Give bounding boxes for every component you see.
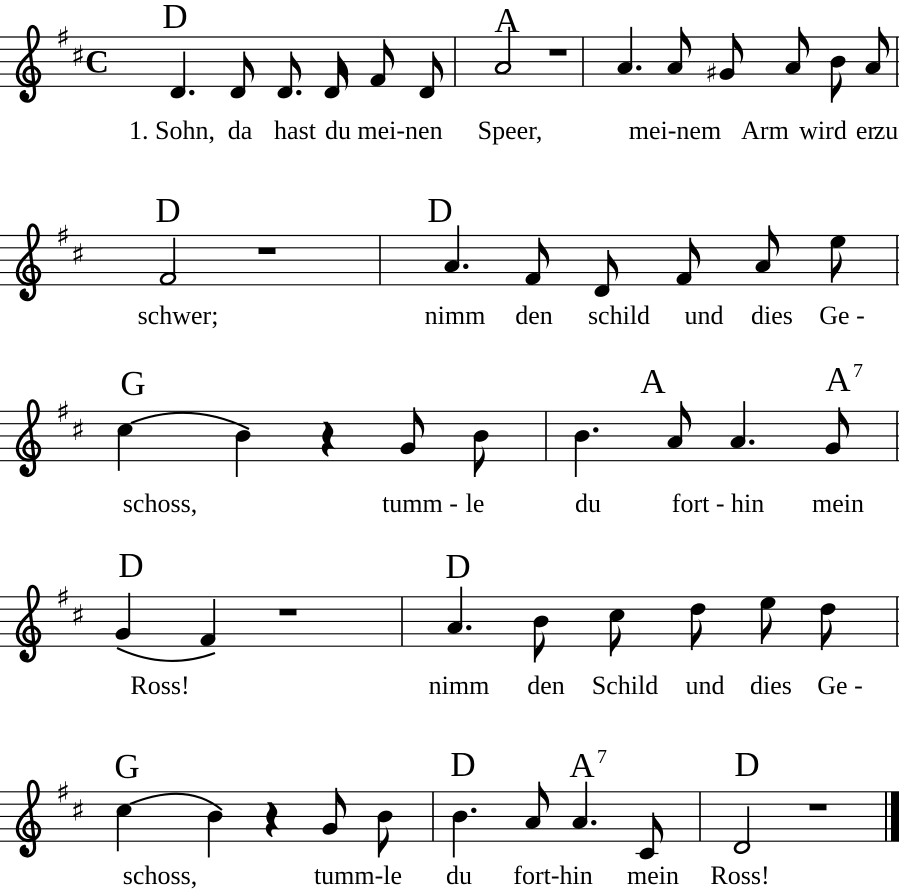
note: [571, 782, 596, 830]
sharp-key-signature-icon: ♯: [55, 394, 71, 429]
sharp-key-signature-icon: ♯: [55, 580, 71, 615]
sharp-key-signature-icon: ♯: [55, 219, 71, 253]
note: [276, 52, 301, 100]
augmentation-dot: [636, 65, 641, 70]
eighth-flag-icon: [762, 612, 772, 644]
note: [376, 809, 393, 857]
chord-symbol: G: [114, 747, 140, 786]
lyric-syllable: mei-nem: [628, 116, 722, 145]
eighth-flag-icon: [799, 27, 809, 58]
chord-symbol: G: [120, 364, 146, 403]
augmentation-dot: [296, 90, 301, 95]
augmentation-dot: [471, 808, 476, 813]
chord-symbol: D: [445, 547, 471, 586]
chord-symbol: A: [494, 1, 520, 40]
lyric-syllable: le: [465, 489, 485, 518]
eighth-flag-icon: [681, 401, 691, 433]
half-rest: [259, 248, 276, 254]
lyric-syllable: wird: [799, 116, 847, 145]
chord-symbol: D: [118, 546, 144, 585]
sharp-key-signature-icon: ♯: [70, 793, 86, 828]
note: [616, 27, 641, 75]
note: [593, 250, 618, 298]
lyric-syllable: Speer,: [477, 116, 543, 145]
lyric-syllable: Ge -: [817, 671, 863, 700]
staff-system-2: [0, 191, 899, 330]
lyric-syllable: Ross!: [710, 861, 770, 890]
final-barline-thick: [891, 792, 899, 841]
augmentation-dot: [749, 439, 754, 444]
lyric-syllable: Ge -: [819, 301, 865, 330]
sharp-key-signature-icon: ♯: [55, 20, 71, 55]
note: [666, 27, 691, 75]
note: [115, 803, 132, 851]
eighth-flag-icon: [539, 238, 549, 270]
lyric-syllable: hast: [274, 116, 316, 145]
lyric-syllable: schild: [587, 301, 651, 330]
lyric-syllable: Ross!: [130, 671, 190, 700]
note: [675, 238, 700, 286]
note: [169, 52, 194, 100]
lyric-syllable: nimm: [424, 301, 486, 330]
lyric-syllable: mein: [812, 489, 864, 518]
eighth-flag-icon: [539, 782, 549, 814]
half-rest: [550, 49, 567, 55]
note: [229, 52, 254, 100]
note: [705, 33, 743, 89]
quarter-rest: [266, 803, 277, 837]
chord-symbol: D: [162, 0, 188, 36]
staff-system-3: [0, 360, 899, 518]
treble-clef-icon: [17, 586, 39, 661]
note: [524, 782, 549, 830]
note: [784, 27, 809, 75]
lyric-syllable: zu: [873, 116, 899, 145]
slur: [130, 794, 222, 810]
note: [451, 808, 476, 858]
chord-symbol-superscript: 7: [597, 746, 607, 768]
half-note-head: [159, 271, 176, 286]
eighth-flag-icon: [879, 27, 889, 58]
lyric-syllable: fort - hin: [671, 489, 765, 518]
note: [323, 52, 348, 100]
sharp-key-signature-icon: ♯: [70, 413, 86, 448]
lyric-syllable: Arm: [741, 116, 789, 145]
treble-clef-icon: [17, 401, 39, 476]
half-note-head: [494, 61, 511, 76]
lyric-syllable: dies: [750, 671, 792, 700]
eighth-flag-icon: [433, 52, 443, 84]
chord-symbol: A: [640, 362, 666, 401]
note: [369, 39, 394, 87]
chord-symbol: A: [825, 360, 851, 399]
augmentation-dot: [591, 820, 596, 825]
note: [733, 806, 750, 854]
note: [234, 429, 251, 477]
note: [443, 225, 468, 273]
lyric-syllable: Schild: [591, 671, 659, 700]
treble-clef-icon: [17, 27, 39, 102]
staff-system-4: [0, 546, 899, 700]
quarter-rest: [322, 422, 333, 456]
lyric-syllable: tumm -: [382, 489, 458, 518]
eighth-flag-icon: [291, 52, 301, 84]
staff-system-5: [0, 745, 899, 890]
augmentation-dot: [189, 90, 194, 95]
note: [689, 602, 706, 650]
note: [636, 813, 664, 861]
lyric-syllable: den: [527, 671, 565, 700]
lyric-syllable: tumm-le: [313, 861, 403, 890]
chord-symbol-superscript: 7: [853, 360, 863, 382]
lyric-syllable: und: [685, 671, 725, 700]
treble-clef-icon: [17, 781, 39, 856]
note: [729, 401, 754, 449]
note: [666, 401, 691, 449]
eighth-flag-icon: [769, 225, 779, 257]
augmentation-dot: [593, 427, 598, 432]
lyric-syllable: du: [446, 861, 472, 890]
chord-symbol: A: [569, 746, 595, 785]
sharp-key-signature-icon: ♯: [70, 237, 86, 272]
lyric-syllable: 1. Sohn,: [129, 116, 215, 145]
lyric-syllable: dies: [751, 301, 793, 330]
lyric-syllable: er: [855, 116, 877, 145]
sharp-accidental-icon: ♯: [705, 59, 718, 90]
eighth-flag-icon: [832, 251, 842, 283]
sharp-key-signature-icon: ♯: [70, 38, 86, 73]
lyric-syllable: und: [684, 301, 724, 330]
augmentation-dot: [466, 625, 471, 630]
lyric-syllable: den: [515, 301, 553, 330]
chord-symbol: D: [155, 191, 181, 230]
note: [754, 225, 779, 273]
lyric-syllable: schwer;: [137, 301, 219, 330]
eighth-flag-icon: [690, 238, 700, 270]
note: [829, 234, 846, 282]
lyric-syllable: nimm: [428, 671, 490, 700]
treble-clef-icon: [17, 225, 39, 300]
eighth-flag-icon: [608, 250, 618, 282]
eighth-flag-icon: [244, 52, 254, 84]
eighth-flag-icon: [384, 39, 394, 71]
note: [759, 596, 776, 644]
lyric-syllable: mein: [627, 861, 679, 890]
lyric-syllable: du: [575, 489, 601, 518]
note: [608, 608, 625, 656]
chord-symbol: D: [427, 191, 453, 230]
note: [199, 599, 216, 647]
eighth-flag-icon: [611, 625, 621, 657]
half-note-head: [733, 840, 750, 855]
note: [819, 602, 836, 650]
note: [116, 423, 133, 471]
note: [573, 427, 598, 477]
staff-system-1: [0, 0, 899, 145]
note: [418, 52, 443, 100]
sharp-key-signature-icon: ♯: [55, 775, 71, 810]
lyric-syllable: fort-hin: [513, 861, 593, 890]
chord-symbol: D: [450, 745, 476, 784]
lyric-syllable: du: [325, 116, 351, 145]
lyric-syllable: da: [227, 116, 253, 145]
chord-symbol: D: [734, 745, 760, 784]
note: [206, 809, 223, 857]
note: [864, 27, 889, 75]
note: [472, 429, 489, 477]
note: [446, 587, 471, 635]
eighth-flag-icon: [681, 27, 691, 58]
note: [114, 593, 131, 641]
sharp-key-signature-icon: ♯: [70, 598, 86, 633]
lyric-syllable: mei-nen: [357, 116, 443, 145]
note: [159, 238, 176, 286]
slur: [131, 413, 249, 429]
common-time-signature: C: [85, 44, 109, 81]
half-rest: [810, 804, 827, 810]
note: [829, 54, 846, 102]
lyric-syllable: schoss,: [122, 489, 198, 518]
note: [532, 614, 549, 662]
note: [524, 238, 549, 286]
augmentation-dot: [463, 264, 468, 269]
half-rest: [280, 609, 297, 615]
slur: [117, 648, 215, 661]
lyric-syllable: schoss,: [122, 861, 198, 890]
